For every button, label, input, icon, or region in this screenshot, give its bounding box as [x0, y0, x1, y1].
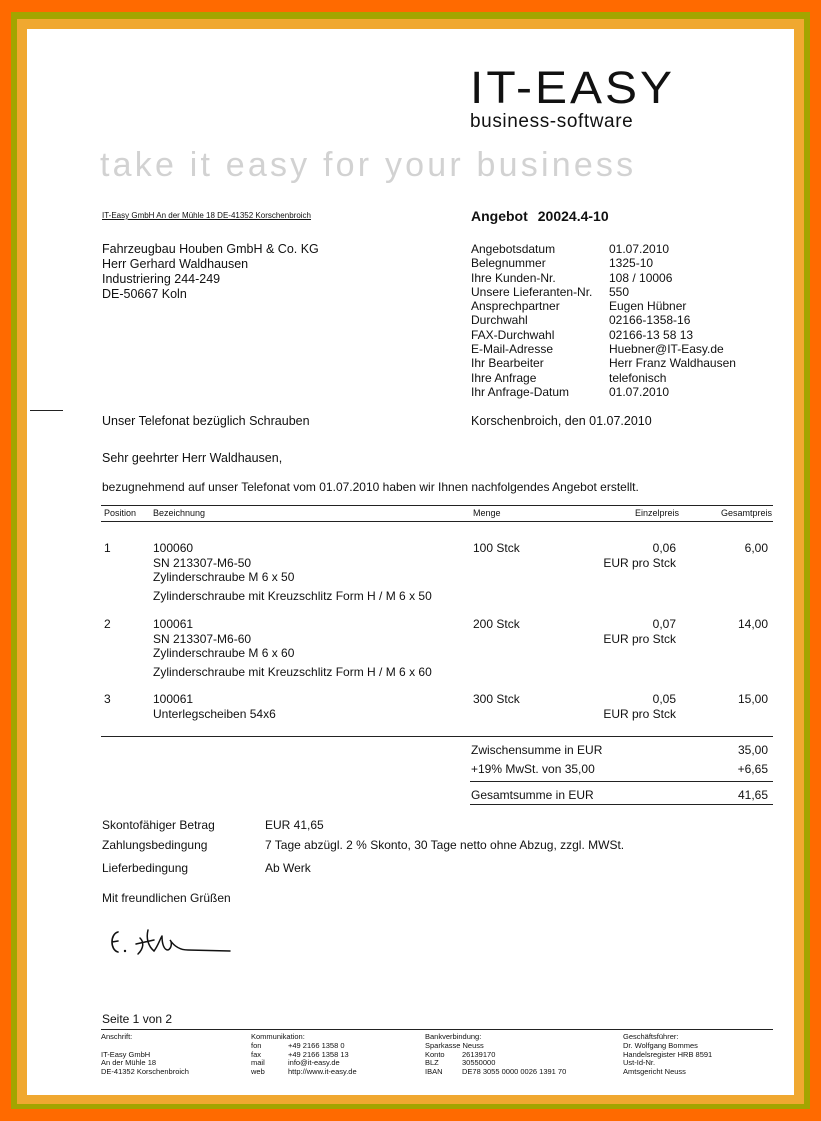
- header-description: Bezeichnung: [153, 508, 206, 518]
- footer-address: [101, 1033, 189, 1077]
- meta-key: FAX-Durchwahl: [471, 327, 555, 342]
- sender-line: IT-Easy GmbH An der Mühle 18 DE-41352 Korschenbroich: [102, 211, 311, 220]
- footer-key: Konto: [425, 1049, 445, 1059]
- item-number: 100061: [153, 617, 194, 631]
- meta-key: Ihre Kunden-Nr.: [471, 270, 556, 285]
- meta-key: Unsere Lieferanten-Nr.: [471, 284, 593, 299]
- subtotal-label: Zwischensumme in EUR: [471, 743, 603, 757]
- meta-row: [471, 242, 736, 256]
- payment-value: 7 Tage abzügl. 2 % Skonto, 30 Tage netto ohne Abzug, zzgl. MWSt.: [265, 838, 625, 852]
- meta-row: [471, 285, 736, 299]
- meta-key: Angebotsdatum: [471, 242, 556, 256]
- item-long-text: Zylinderschraube mit Kreuzschlitz Form H / M 6 x 50: [153, 588, 432, 603]
- header-position: Position: [104, 508, 137, 518]
- footer-management: [623, 1033, 712, 1077]
- totals-bottom-rule: [470, 804, 773, 805]
- meta-value: 01.07.2010: [609, 242, 670, 256]
- header-total-price: Gesamtpreis: [720, 508, 772, 518]
- offer-number: 20024.4-10: [537, 208, 609, 224]
- footer-value: 30550000: [462, 1058, 496, 1068]
- footer-communication-title: Kommunikation:: [251, 1032, 305, 1041]
- item-total: 6,00: [744, 541, 768, 555]
- meta-row: [471, 342, 736, 356]
- item-position: 2: [104, 617, 111, 631]
- payment-label: Zahlungsbedingung: [102, 838, 208, 852]
- item-quantity: 100 Stck: [473, 541, 520, 555]
- meta-value: 02166-13 58 13: [609, 327, 694, 342]
- delivery-label: Lieferbedingung: [102, 861, 189, 875]
- footer-address-title: Anschrift:: [101, 1032, 133, 1041]
- meta-key: Ihr Anfrage-Datum: [471, 384, 570, 399]
- footer-management-line: Dr. Wolfgang Bommes: [623, 1040, 698, 1050]
- recipient-address: [102, 242, 319, 302]
- meta-value: telefonisch: [609, 370, 667, 385]
- footer-value: http://www.it-easy.de: [288, 1067, 357, 1077]
- footer-key: mail: [251, 1058, 265, 1068]
- footer-management-line: Amtsgericht Neuss: [623, 1067, 686, 1077]
- item-quantity: 200 Stck: [473, 617, 520, 631]
- meta-row: [471, 328, 736, 342]
- footer-value: 26139170: [462, 1049, 496, 1059]
- item-total: 14,00: [737, 617, 768, 631]
- item-name: Zylinderschraube M 6 x 60: [153, 646, 295, 660]
- subtotal-value: 35,00: [737, 743, 768, 757]
- meta-value: 02166-1358-16: [609, 313, 691, 328]
- footer-key: BLZ: [425, 1058, 439, 1068]
- signature-image: [104, 924, 236, 960]
- footer-value: DE78 3055 0000 0026 1391 70: [462, 1067, 567, 1077]
- meta-row: [471, 313, 736, 327]
- subject-line: Unser Telefonat bezüglich Schrauben: [102, 414, 310, 428]
- meta-key: Durchwahl: [471, 313, 528, 328]
- footer-management-title: Geschäftsführer:: [623, 1032, 679, 1041]
- place-date: Korschenbroich, den 01.07.2010: [471, 414, 652, 428]
- table-top-rule: [101, 505, 773, 506]
- offer-title: [471, 208, 609, 224]
- meta-key: Belegnummer: [471, 256, 546, 271]
- item-norm: SN 213307-M6-60: [153, 631, 252, 646]
- meta-value: 01.07.2010: [609, 384, 670, 399]
- item-price-unit: EUR pro Stck: [603, 555, 676, 570]
- footer-address-line: DE-41352 Korschenbroich: [101, 1067, 189, 1077]
- fold-mark: [30, 410, 63, 411]
- totals-rule: [470, 781, 773, 782]
- item-long-text: Zylinderschraube mit Kreuzschlitz Form H / M 6 x 60: [153, 664, 432, 679]
- recipient-company: Fahrzeugbau Houben GmbH & Co. KG: [102, 242, 319, 256]
- footer-bank-title: Bankverbindung:: [425, 1032, 482, 1041]
- header-unit-price: Einzelpreis: [634, 508, 679, 518]
- item-description: [153, 692, 276, 721]
- item-description: [153, 617, 432, 679]
- footer-value: +49 2166 1358 13: [288, 1049, 349, 1059]
- item-price: 0,05: [652, 692, 676, 706]
- recipient-street: Industriering 244-249: [102, 272, 221, 286]
- company-logo: IT-EASY: [470, 63, 676, 114]
- item-name: Unterlegscheiben 54x6: [153, 706, 276, 721]
- table-bottom-rule: [101, 736, 773, 737]
- meta-row: [471, 371, 736, 385]
- intro-text: bezugnehmend auf unser Telefonat vom 01.07.2010 haben wir Ihnen nachfolgendes Angebot erstellt.: [102, 480, 639, 494]
- meta-value: Eugen Hübner: [609, 299, 687, 314]
- footer-bank: [425, 1033, 566, 1077]
- item-price-unit: EUR pro Stck: [603, 631, 676, 646]
- offer-meta: [471, 242, 736, 399]
- table-header-rule: [101, 521, 773, 522]
- meta-value: 550: [609, 284, 630, 299]
- salutation: Sehr geehrter Herr Waldhausen,: [102, 451, 283, 465]
- meta-key: Ansprechpartner: [471, 299, 560, 314]
- item-name: Zylinderschraube M 6 x 50: [153, 570, 295, 584]
- item-unit-price: [560, 692, 676, 721]
- item-number: 100060: [153, 541, 194, 555]
- footer-address-line: An der Mühle 18: [101, 1058, 157, 1068]
- company-logo-subtitle: business-software: [470, 111, 634, 132]
- footer-address-line: IT-Easy GmbH: [101, 1049, 151, 1059]
- tagline: take it easy for your business: [100, 146, 637, 184]
- meta-row: [471, 256, 736, 270]
- item-price: 0,07: [652, 617, 676, 631]
- offer-label: Angebot: [471, 208, 528, 224]
- footer-communication: [251, 1033, 357, 1077]
- footer-management-line: Handelsregister HRB 8591: [623, 1049, 713, 1059]
- meta-row: [471, 385, 736, 399]
- recipient-contact: Herr Gerhard Waldhausen: [102, 257, 249, 271]
- footer-bank-name: Sparkasse Neuss: [425, 1040, 484, 1050]
- meta-row: [471, 299, 736, 313]
- vat-label: +19% MwSt. von 35,00: [471, 762, 595, 776]
- header-quantity: Menge: [473, 508, 501, 518]
- meta-row: [471, 356, 736, 370]
- item-position: 3: [104, 692, 111, 706]
- discount-value: EUR 41,65: [265, 818, 324, 832]
- meta-row: [471, 271, 736, 285]
- discount-label: Skontofähiger Betrag: [102, 818, 215, 832]
- item-unit-price: [560, 541, 676, 570]
- grand-total-value: 41,65: [737, 788, 768, 802]
- delivery-value: Ab Werk: [265, 861, 311, 875]
- recipient-city: DE-50667 Koln: [102, 287, 187, 301]
- page-info: Seite 1 von 2: [102, 1012, 173, 1026]
- footer-key: IBAN: [425, 1067, 443, 1077]
- footer-key: web: [251, 1067, 265, 1077]
- footer-rule: [101, 1029, 773, 1030]
- footer-key: fon: [251, 1040, 262, 1050]
- footer-key: fax: [251, 1049, 262, 1059]
- vat-value: +6,65: [737, 762, 768, 776]
- item-quantity: 300 Stck: [473, 692, 520, 706]
- meta-key: Ihre Anfrage: [471, 370, 537, 385]
- item-price: 0,06: [652, 541, 676, 555]
- item-unit-price: [560, 617, 676, 646]
- item-number: 100061: [153, 692, 194, 706]
- item-description: [153, 541, 432, 603]
- footer-value: +49 2166 1358 0: [288, 1040, 345, 1050]
- meta-value: 1325-10: [609, 256, 654, 271]
- meta-value: Herr Franz Waldhausen: [609, 356, 736, 371]
- footer-management-line: Ust-Id-Nr.: [623, 1058, 656, 1068]
- meta-key: E-Mail-Adresse: [471, 342, 554, 357]
- item-total: 15,00: [737, 692, 768, 706]
- closing: Mit freundlichen Grüßen: [102, 891, 231, 905]
- meta-key: Ihr Bearbeiter: [471, 356, 544, 371]
- grand-total-label: Gesamtsumme in EUR: [471, 788, 594, 802]
- meta-value: Huebner@IT-Easy.de: [609, 342, 724, 357]
- item-position: 1: [104, 541, 111, 555]
- item-price-unit: EUR pro Stck: [603, 706, 676, 721]
- item-norm: SN 213307-M6-50: [153, 555, 252, 570]
- meta-value: 108 / 10006: [609, 270, 673, 285]
- footer-value: info@it-easy.de: [288, 1058, 340, 1068]
